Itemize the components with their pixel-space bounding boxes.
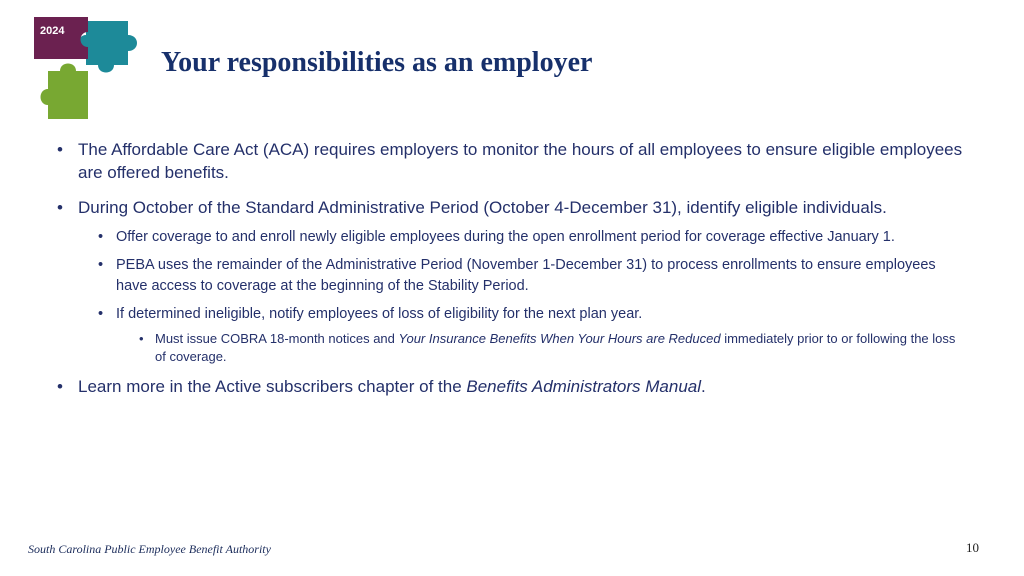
cobra-text-italic: Your Insurance Benefits When Your Hours are Reduced [398, 331, 721, 346]
bullet-dot: • [57, 377, 63, 396]
bullet-aca [56, 138, 968, 184]
bullet-dot: • [98, 229, 104, 245]
sub-bullet-peba [96, 255, 968, 297]
bullet-dot: • [57, 140, 63, 159]
puzzle-piece-green [41, 64, 89, 120]
bullet-dot: • [98, 257, 104, 273]
sub-bullet-ineligible-text: If determined ineligible, notify employees of loss of eligibility for the next plan year. [116, 306, 643, 322]
sub-bullet-ineligible [96, 304, 968, 325]
sub-bullet-offer-text: Offer coverage to and enroll newly eligible employees during the open enrollment period for coverage effective January 1. [116, 229, 895, 245]
bullet-dot: • [139, 331, 144, 346]
manual-title: Benefits Administrators Manual [466, 377, 702, 396]
learn-text-start: Learn more in the Active subscribers chapter of the [78, 377, 467, 396]
puzzle-piece-purple [34, 17, 88, 59]
page-title: Your responsibilities as an employer [161, 47, 593, 78]
puzzle-2024-logo [30, 15, 150, 123]
footer-organization: South Carolina Public Employee Benefit Authority [28, 542, 271, 556]
bullet-learn-more [56, 375, 968, 398]
bullet-aca-text: The Affordable Care Act (ACA) requires employers to monitor the hours of all employees to ensure eligible employees are offered benefits. [78, 140, 963, 182]
bullet-list [56, 138, 968, 410]
sub-sub-bullet-cobra [137, 330, 968, 366]
logo-year: 2024 [40, 25, 65, 37]
bullet-dot: • [98, 306, 104, 322]
bullet-during-text: During October of the Standard Administrative Period (October 4-December 31), identify eligible individuals. [78, 198, 887, 217]
cobra-text-end: immediately prior to or following the loss of coverage. [155, 331, 956, 364]
sub-bullet-peba-text: PEBA uses the remainder of the Administrative Period (November 1-December 31) to process enrollments to ensure employees have access to coverage at the beginning of the Stability Period. [116, 257, 936, 294]
learn-text-end: . [701, 377, 706, 396]
sub-bullet-offer [96, 227, 968, 248]
bullet-dot: • [57, 198, 63, 217]
bullet-during-october [56, 196, 968, 219]
page-number: 10 [966, 540, 979, 555]
cobra-text-start: Must issue COBRA 18-month notices and [155, 331, 399, 346]
